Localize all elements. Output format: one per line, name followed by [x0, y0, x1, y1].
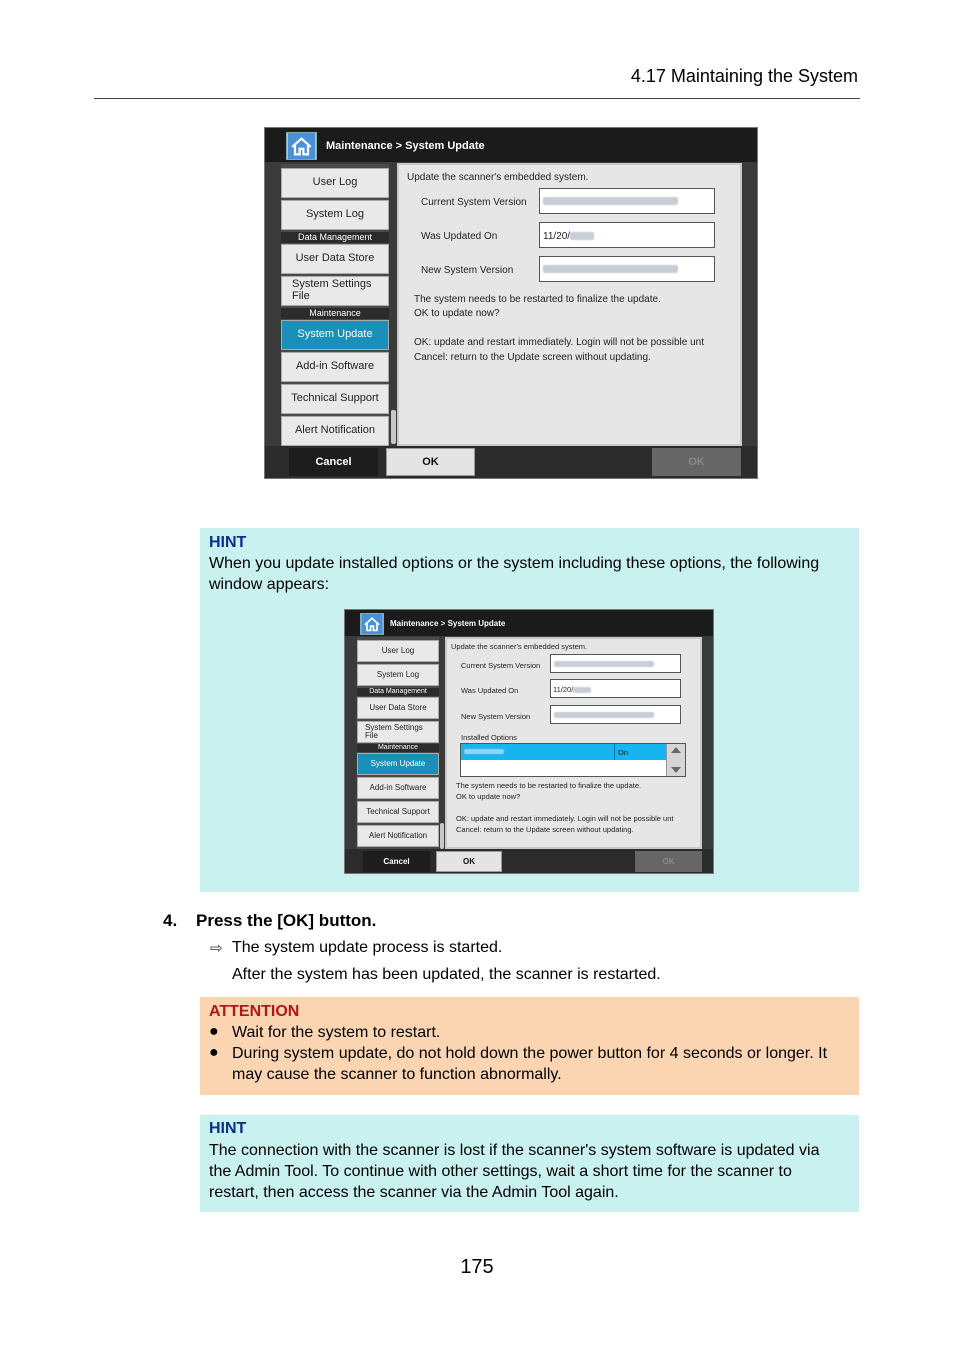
- sidebar-item-user-log[interactable]: User Log: [357, 640, 439, 662]
- ok-button-disabled: OK: [652, 448, 741, 476]
- attention-label: ATTENTION: [209, 1003, 300, 1020]
- button-bar: [265, 446, 757, 478]
- sidebar-item-user-data-store[interactable]: User Data Store: [281, 244, 389, 274]
- result-line-2: After the system has been updated, the scanner is restarted.: [232, 966, 661, 983]
- current-version-field: [539, 188, 715, 214]
- updated-on-field: 11/20/: [539, 222, 715, 248]
- content-panel: [397, 163, 742, 446]
- sidebar-item-technical-support[interactable]: Technical Support: [281, 384, 389, 414]
- home-icon[interactable]: [360, 613, 384, 635]
- header-rule: [94, 98, 860, 99]
- sidebar-item-alert-notification[interactable]: Alert Notification: [281, 416, 389, 446]
- hint-label: HINT: [209, 534, 247, 551]
- hint-box-installed-options: [200, 528, 859, 892]
- new-version-field: [550, 705, 681, 724]
- restart-message-2: OK to update now?: [414, 308, 500, 319]
- sidebar-item-technical-support[interactable]: Technical Support: [357, 801, 439, 823]
- breadcrumb: Maintenance > System Update: [390, 619, 506, 628]
- sidebar-item-system-update[interactable]: System Update: [281, 320, 389, 350]
- ok-button[interactable]: OK: [436, 851, 502, 872]
- options-scrollbar[interactable]: [666, 744, 685, 776]
- hint-box-connection: [200, 1115, 859, 1212]
- sidebar: [357, 637, 439, 849]
- result-line-1: The system update process is started.: [232, 939, 503, 956]
- current-version-label: Current System Version: [421, 197, 527, 208]
- sidebar-item-system-update[interactable]: System Update: [357, 753, 439, 775]
- cancel-button[interactable]: Cancel: [363, 851, 430, 872]
- sidebar-item-alert-notification[interactable]: Alert Notification: [357, 825, 439, 847]
- hint-text: When you update installed options or the system including these options, the following window appears:: [209, 555, 820, 593]
- intro-text: Update the scanner's embedded system.: [407, 172, 589, 183]
- restart-message-1: The system needs to be restarted to finalize the update.: [414, 294, 661, 305]
- restart-message-2: OK to update now?: [456, 792, 521, 801]
- ok-button[interactable]: OK: [386, 448, 475, 476]
- installed-options-label: Installed Options: [461, 733, 517, 742]
- breadcrumb: Maintenance > System Update: [326, 140, 485, 152]
- intro-text: Update the scanner's embedded system.: [451, 642, 588, 651]
- sidebar-item-add-in-software[interactable]: Add-in Software: [357, 777, 439, 799]
- sidebar-item-user-data-store[interactable]: User Data Store: [357, 697, 439, 719]
- sidebar-item-system-log[interactable]: System Log: [281, 200, 389, 230]
- scroll-down-icon[interactable]: [671, 767, 681, 773]
- restart-message-1: The system needs to be restarted to finalize the update.: [456, 781, 642, 790]
- system-update-screen: [264, 127, 758, 479]
- current-version-label: Current System Version: [461, 661, 541, 670]
- scroll-up-icon[interactable]: [671, 747, 681, 753]
- updated-on-label: Was Updated On: [461, 686, 519, 695]
- installed-options-list[interactable]: [460, 743, 686, 777]
- sidebar-item-system-log[interactable]: System Log: [357, 664, 439, 686]
- sidebar: [281, 164, 389, 446]
- attention-item: Wait for the system to restart.: [232, 1024, 441, 1041]
- sidebar-section-maintenance: Maintenance: [357, 744, 439, 752]
- updated-on-label: Was Updated On: [421, 231, 498, 242]
- sidebar-scrollbar[interactable]: [440, 823, 444, 849]
- cancel-note: Cancel: return to the Update screen without updating.: [414, 352, 651, 363]
- title-bar: [345, 610, 713, 636]
- bullet-icon: ●: [209, 1023, 219, 1040]
- sidebar-item-system-settings-file[interactable]: System Settings File: [357, 721, 439, 743]
- home-icon[interactable]: [286, 132, 317, 160]
- hint-text: The connection with the scanner is lost if the scanner's system software is updated via the Admin Tool. To continue with other settings, wait a short time for the scanner to restart, then access the scanner via the Admin Tool again.: [209, 1142, 820, 1201]
- ok-button-disabled: OK: [635, 851, 702, 872]
- sidebar-item-system-settings-file[interactable]: System Settings File: [281, 276, 389, 306]
- sidebar-section-data-management: Data Management: [357, 688, 439, 696]
- attention-box: [200, 997, 859, 1095]
- hint-label: HINT: [209, 1120, 247, 1137]
- step-instruction: 4. Press the [OK] button.: [163, 911, 377, 930]
- ok-note: OK: update and restart immediately. Login will not be possible unt: [456, 814, 674, 823]
- sidebar-item-user-log[interactable]: User Log: [281, 168, 389, 198]
- cancel-note: Cancel: return to the Update screen without updating.: [456, 825, 634, 834]
- title-bar: [265, 128, 757, 162]
- bullet-icon: ●: [209, 1044, 219, 1061]
- new-version-label: New System Version: [461, 712, 531, 721]
- result-arrow-icon: ⇨: [210, 940, 223, 957]
- option-divider: [614, 744, 615, 760]
- updated-on-field: 11/20/: [550, 679, 681, 698]
- new-version-field: [539, 256, 715, 282]
- attention-item: During system update, do not hold down the power button for 4 seconds or longer. It may cause the scanner to function abnormally.: [232, 1045, 828, 1083]
- sidebar-section-data-management: Data Management: [281, 232, 389, 243]
- cancel-button[interactable]: Cancel: [289, 448, 378, 476]
- ok-note: OK: update and restart immediately. Login will not be possible unt: [414, 337, 704, 348]
- section-header-title: 4.17 Maintaining the System: [630, 66, 858, 86]
- current-version-field: [550, 654, 681, 673]
- content-panel: [445, 637, 702, 849]
- system-update-screen-with-options: [344, 609, 714, 874]
- button-bar: [345, 849, 713, 873]
- option-status: On: [618, 748, 629, 757]
- page-number: 175: [460, 1256, 494, 1278]
- installed-option-row[interactable]: [461, 744, 666, 760]
- sidebar-section-maintenance: Maintenance: [281, 308, 389, 319]
- sidebar-item-add-in-software[interactable]: Add-in Software: [281, 352, 389, 382]
- sidebar-scrollbar[interactable]: [391, 410, 396, 444]
- new-version-label: New System Version: [421, 265, 514, 276]
